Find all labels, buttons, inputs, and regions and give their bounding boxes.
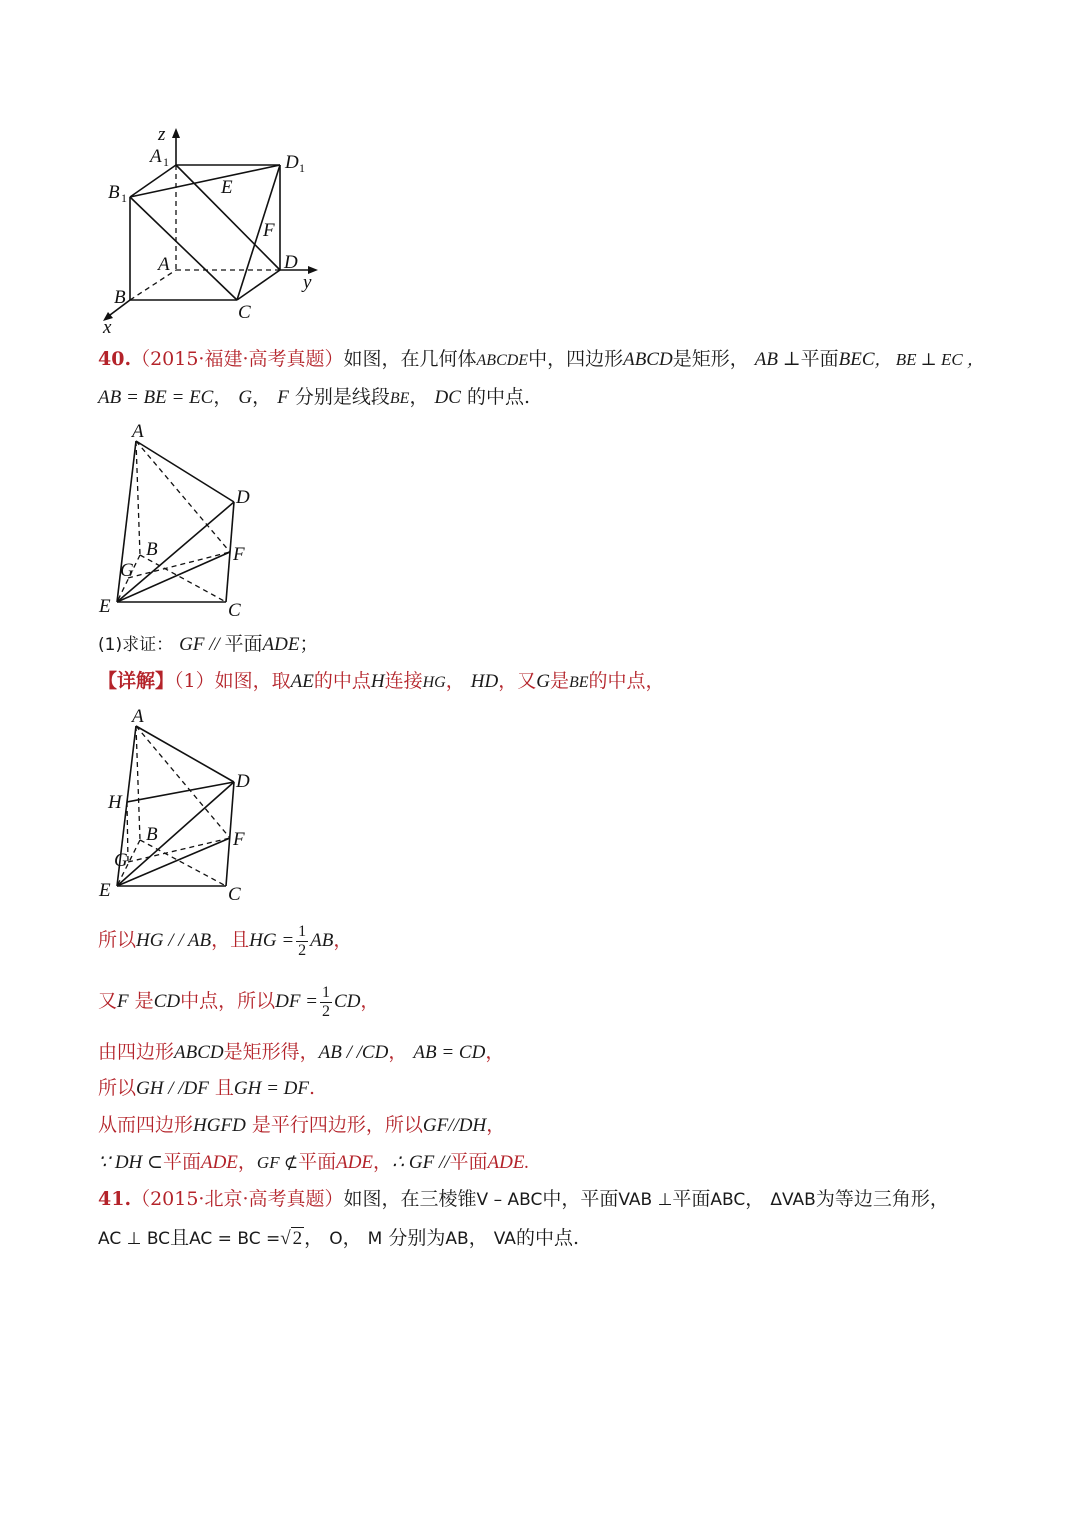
cube-label-b1-sub: 1 [121, 191, 127, 205]
pyr2-label-g: G [114, 850, 128, 871]
cube-label-a: A [158, 254, 170, 275]
pyr2-label-f: F [233, 829, 245, 850]
pyr1-label-g: G [120, 560, 134, 581]
pyr2-label-a: A [132, 706, 144, 727]
pyr1-label-e: E [99, 596, 111, 617]
step-6: ∵ DH ⊂平面ADE，GF ⊄平面ADE，∴ GF //平面ADE. [98, 1151, 530, 1173]
fraction-half-1: $\frac{1}{2}$ [298, 922, 307, 959]
q40-line1: 40.（2015·福建·高考真题）如图，在几何体ABCDE中，四边形ABCD是矩形， AB ⊥平面BEC， BE ⊥ EC ， [98, 348, 984, 370]
pyr1-label-d: D [236, 487, 250, 508]
cube-label-x: x [103, 317, 112, 338]
cube-label-d1-sub: 1 [299, 161, 305, 175]
pyr2-label-h: H [108, 792, 122, 813]
q41-number: 41 [98, 1188, 125, 1210]
pyr1-label-c: C [228, 600, 241, 620]
cube-label-y: y [303, 272, 312, 293]
pyramid-figure-2 [96, 704, 256, 904]
q41-line1: 41.（2015·北京·高考真题）如图，在三棱锥V – ABC中，平面VAB ⊥平面ABC， ΔVAB为等边三角形， [98, 1188, 949, 1210]
cube-label-f: F [263, 220, 275, 241]
q40-number: 40 [98, 348, 125, 370]
cube-label-b1: B [108, 182, 120, 203]
part1-prompt: (1)求证： GF // 平面ADE； [98, 633, 319, 655]
q41-source: （2015·北京·高考真题） [131, 1188, 344, 1210]
fraction-half-2: $\frac{1}{2}$ [322, 983, 331, 1020]
pyramid-figure-1 [96, 420, 256, 620]
cube-figure [96, 122, 336, 338]
q41-line2: AC ⊥ BC且AC = BC =√ 2 ， O， M 分别为AB， VA的中点. [98, 1227, 579, 1249]
cube-label-a1: A [150, 146, 162, 167]
sqrt-two: √ 2 [280, 1228, 303, 1249]
cube-label-b: B [114, 287, 126, 308]
pyr2-label-e: E [99, 880, 111, 901]
cube-label-e: E [221, 177, 233, 198]
pyr1-label-b: B [146, 539, 158, 560]
q40-line2: AB = BE = EC， G， F 分别是线段BE， DC 的中点. [98, 386, 530, 408]
step-5: 从而四边形HGFD 是平行四边形，所以GF//DH， [98, 1114, 506, 1136]
step-2: 又F 是CD中点，所以DF = $\frac{1}{2}$ CD， [98, 983, 380, 1020]
cube-label-c: C [238, 302, 251, 323]
step-3: 由四边形ABCD是矩形得，AB / /CD， AB = CD， [98, 1041, 505, 1063]
cube-label-a1-sub: 1 [163, 155, 169, 169]
pyr2-label-c: C [228, 884, 241, 904]
step-4: 所以GH / /DF 且GH = DF. [98, 1077, 316, 1099]
step-1: 所以HG / / AB，且HG = $\frac{1}{2}$ AB， [98, 922, 353, 959]
solution-tag: 【详解】 [98, 670, 175, 692]
solution-line1: 【详解】（1）如图，取AE的中点H连接HG， HD，又G是BE的中点， [98, 670, 665, 692]
cube-label-d1: D [285, 152, 299, 173]
cube-label-d: D [284, 252, 298, 273]
pyr2-label-d: D [236, 771, 250, 792]
pyr2-label-b: B [146, 824, 158, 845]
cube-label-z: z [158, 124, 166, 145]
q40-source: （2015·福建·高考真题） [131, 348, 344, 370]
pyr1-label-f: F [233, 544, 245, 565]
pyr1-label-a: A [132, 421, 144, 442]
